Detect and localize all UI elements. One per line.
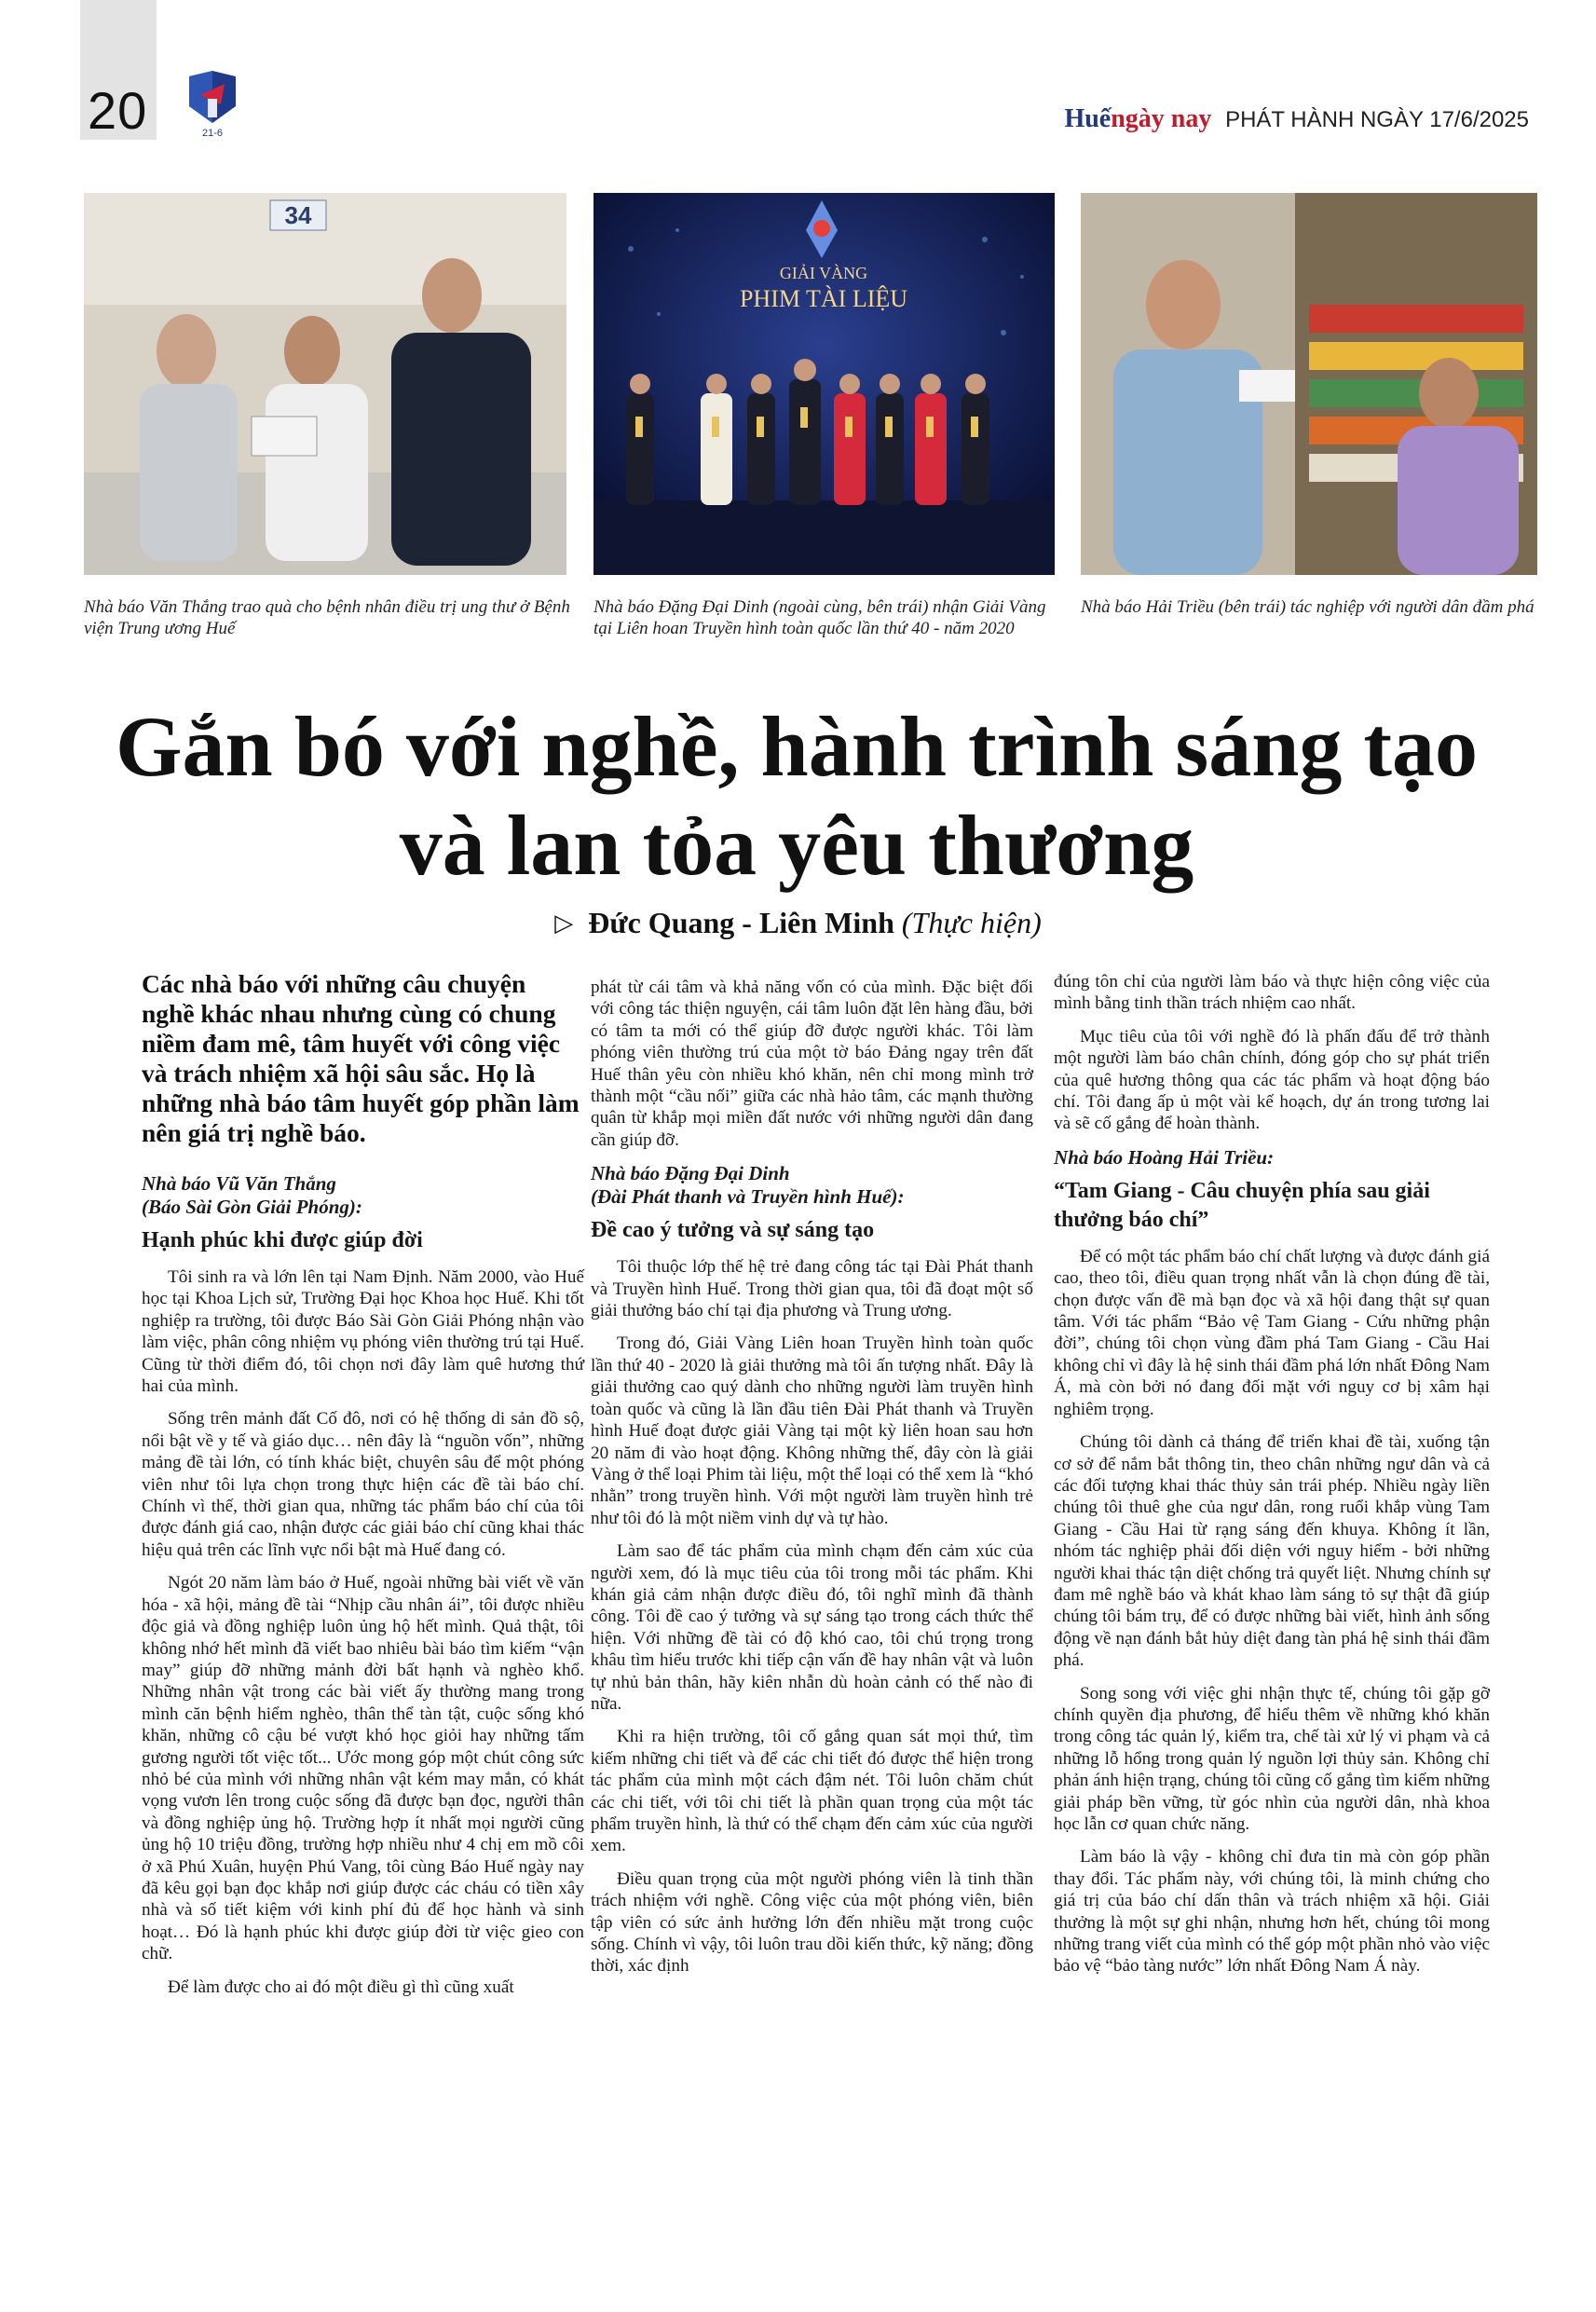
room-sign: 34 — [284, 201, 312, 229]
stage-text-1: GIẢI VÀNG — [779, 264, 868, 282]
paragraph: Làm báo là vậy - không chỉ đưa tin mà còn góp phần thay đổi. Tác phẩm này, với chúng tôi, là minh chứng cho giá trị của báo chí dấn thân và trách nhiệm xã hội. Giải thưởng là một sự ghi nhận, nhưng hơn hết, chúng tôi mong những trang viết của mình có thể góp một phần nhỏ vào việc bảo vệ “bảo tàng nước” lớn nhất Đông Nam Á này. — [1054, 1847, 1490, 1977]
article-title: Gắn bó với nghề, hành trình sáng tạo và lan tỏa yêu thương — [115, 699, 1479, 893]
paragraph: Sống trên mảnh đất Cố đô, nơi có hệ thống di sản đồ sộ, nổi bật về y tế và giáo dục… nên đây là “nguồn vốn”, những mảng đề tài lớn, có tính khác biệt, chuyên sâu để một phóng viên như tôi lựa chọn trong thực hiện các đề tài báo chí. Chính vì thế, thời gian qua, những tác phẩm báo chí của tôi được đánh giá cao, nhận được các giải báo chí cũng khai thác hiệu quả trên các lĩnh vực nổi bật mà Huế đang có. — [142, 1409, 584, 1560]
paragraph: Để có một tác phẩm báo chí chất lượng và được đánh giá cao, theo tôi, điều quan trọng nhất vẫn là chọn đúng đề tài, chọn được vấn đề mà bạn đọc và xã hội đang thật sự quan tâm. Với tác phẩm “Bảo vệ Tam Giang - Cứu những phận đời”, chúng tôi chọn vùng đầm phá Tam Giang - Cầu Hai không chỉ vì đây là hệ sinh thái đầm phá lớn nhất Đông Nam Á, mà còn bởi nó đang đối mặt với nguy cơ bị xâm hại nghiêm trọng. — [1054, 1246, 1490, 1419]
section-3-subhead: “Tam Giang - Câu chuyện phía sau giải thưởng báo chí” — [1054, 1178, 1430, 1232]
paragraph: Làm sao để tác phẩm của mình chạm đến cảm xúc của người xem, đó là mục tiêu của tôi trong mỗi tác phẩm. Khi khán giả cảm nhận được điều đó, tôi nghĩ mình đã thành công. Tôi đề cao ý tưởng và sự sáng tạo trong cách thức thể hiện. Với những đề tài có độ khó cao, tôi chú trọng trong khâu tìm hiểu trước khi tiếp cận vấn đề hay nhân vật và luôn tự nhủ bản thân, hãy kiên nhẫn dù hoàn cảnh có thế nào đi nữa. — [591, 1541, 1033, 1714]
page-number: 20 — [88, 81, 148, 140]
paragraph: Trong đó, Giải Vàng Liên hoan Truyền hình toàn quốc lần thứ 40 - 2020 là giải thưởng mà tôi ấn tượng nhất. Đây là giải thưởng cao quý dành cho những người làm truyền hình toàn quốc và cũng là lần đầu tiên Đài Phát thanh và Truyền hình Huế đoạt được giải Vàng tại một kỳ liên hoan sau hơn 20 năm đi vào hoạt động. Không những thế, đây còn là giải Vàng ở thể loại Phim tài liệu, một thể loại có thể xem là “khó nhằn” trong truyền hình. Với một người làm truyền hình trẻ như tôi đó là một niềm vinh dự và tự hào. — [591, 1334, 1033, 1528]
paragraph: Khi ra hiện trường, tôi cố gắng quan sát mọi thứ, tìm kiếm những chi tiết và để các chi tiết đó được thể hiện trong tác phẩm của mình một cách đậm nét. Tôi luôn chăm chút các chi tiết, với tôi chi tiết là phần quan trọng của một tác phẩm truyền hình, là thứ có thể chạm đến cảm xúc của người xem. — [591, 1727, 1033, 1856]
masthead — [1064, 104, 1529, 134]
section-1-author: Nhà báo Vũ Văn Thắng (Báo Sài Gòn Giải Phóng): — [142, 1172, 362, 1218]
article-lead: Các nhà báo với những câu chuyện nghề khác nhau nhưng cùng có chung niềm đam mê, tâm huyết với công việc và trách nhiệm xã hội sâu sắc. Họ là những nhà báo tâm huyết góp phần làm nên giá trị nghề báo. — [142, 969, 580, 1147]
byline: ▷ Đức Quang - Liên Minh (Thực hiện) — [554, 906, 1042, 939]
photo-caption-2: Nhà báo Đặng Đại Dinh (ngoài cùng, bên trái) nhận Giải Vàng tại Liên hoan Truyền hình toàn quốc lần thứ 40 - năm 2020 — [593, 597, 1046, 638]
paragraph: Điều quan trọng của một người phóng viên là tinh thần trách nhiệm với nghề. Công việc của một phóng viên, biên tập viên có sức ảnh hưởng lớn đến nhiều mặt trong cuộc sống. Chính vì vậy, tôi luôn trau dồi kiến thức, kỹ năng; đồng thời, xác định — [591, 1868, 1033, 1977]
section-2-author: Nhà báo Đặng Đại Dinh (Đài Phát thanh và Truyền hình Huế): — [591, 1162, 905, 1209]
paragraph: Mục tiêu của tôi với nghề đó là phấn đấu để trở thành một người làm báo chân chính, đóng góp cho sự phát triển của quê hương thông qua các tác phẩm và hoạt động báo chí. Tôi đang ấp ủ một vài kế hoạch, dự án trong tương lai và sẽ cố gắng để hoàn thành. — [1054, 1026, 1490, 1134]
press-day-logo — [180, 67, 245, 140]
stage-text-2: PHIM TÀI LIỆU — [739, 285, 908, 312]
paragraph: Ngót 20 năm làm báo ở Huế, ngoài những bài viết về văn hóa - xã hội, mảng đề tài “Nhịp cầu nhân ái”, tôi được nhiều độc giả và đồng nghiệp luôn ủng hộ hết mình. Quả thật, tôi không nhớ hết mình đã viết bao nhiêu bài báo tìm kiếm “vận may” giúp đỡ những mảnh đời bất hạnh và nghèo khổ. Những nhân vật trong các bài viết ấy thường mang trong mình căn bệnh hiểm nghèo, thân thể tàn tật, cuộc sống khó khăn, những cô cậu bé vượt khó học giỏi hay những tấm gương người tốt việc tốt... Ước mong góp một chút công sức nhỏ bé của mình với những nhân vật kém may mắn, có khát vọng vươn lên trong cuộc sống đã được bạn đọc, người thân và đồng nghiệp ủng hộ. Trường hợp ít nhất mọi người cũng ủng hộ 10 triệu đồng, trường hợp nhiều như 4 chị em mồ côi ở xã Phú Xuân, huyện Phú Vang, tôi cùng Báo Huế ngày nay đã kêu gọi bạn đọc khắp nơi giúp được các cháu có tiền xây nhà và số tiết kiệm với kinh phí đủ để học hành và sinh hoạt… Đó là hạnh phúc khi được giúp đời từ việc gieo con chữ. — [142, 1573, 584, 1964]
article-column-1 — [142, 969, 584, 2009]
photo-field-interview — [1081, 193, 1537, 575]
photo-award-ceremony — [593, 193, 1055, 575]
photo-caption-3: Nhà báo Hải Triều (bên trái) tác nghiệp với người dân đầm phá — [1081, 597, 1535, 617]
section-1-subhead: Hạnh phúc khi được giúp đời — [142, 1228, 423, 1252]
paragraph: đúng tôn chỉ của người làm báo và thực hiện công việc của mình bằng tinh thần trách nhiệm cao nhất. — [1054, 972, 1490, 1014]
section-3-author: Nhà báo Hoàng Hải Triều: — [1054, 1145, 1275, 1169]
play-arrow-icon: ▷ — [554, 910, 574, 937]
brand-logo: Huếngày nay — [1064, 104, 1212, 133]
paragraph: Song song với việc ghi nhận thực tế, chúng tôi gặp gỡ chính quyền địa phương, để hiểu thêm về những khó khăn trong công tác quản lý, kiểm tra, chế tài xử lý vi phạm và cả những lỗ hổng trong quản lý nguồn lợi thủy sản. Không chỉ phản ánh hiện trạng, chúng tôi cũng cố gắng tìm kiếm những giải pháp bền vững, từ góc nhìn của người dân, nhà khoa học lẫn cơ quan chức năng. — [1054, 1683, 1490, 1834]
logo-label: 21-6 — [201, 128, 224, 139]
paragraph: Tôi thuộc lớp thế hệ trẻ đang công tác tại Đài Phát thanh và Truyền hình Huế. Trong thời gian qua, tôi đã đoạt một số giải thưởng báo chí tại địa phương và Trung ương. — [591, 1257, 1033, 1321]
paragraph: Để làm được cho ai đó một điều gì thì cũng xuất — [168, 1977, 514, 1997]
photo-caption-1: Nhà báo Văn Thắng trao quà cho bệnh nhân điều trị ung thư ở Bệnh viện Trung ương Huế — [84, 597, 570, 638]
paragraph: Chúng tôi dành cả tháng để triển khai đề tài, xuống tận cơ sở để nắm bắt thông tin, theo chân những ngư dân và cả các đối tượng khai thác thủy sản trái phép. Nhiều ngày liền chúng tôi thuê ghe của ngư dân, rong ruổi khắp vùng Tam Giang - Cầu Hai từ rạng sáng đến khuya. Không ít lần, nhóm tác nghiệp phải đối diện với nguy hiểm - bởi những người khai thác tận diệt chống trả quyết liệt. Nhưng chính sự đam mê nghề báo và khát khao làm sáng tỏ sự thật đã giúp chúng tôi bám trụ, để có được những bài viết, hình ảnh sống động về nạn đánh bắt hủy diệt đang tàn phá hệ sinh thái đầm phá. — [1054, 1432, 1490, 1671]
issue-date: PHÁT HÀNH NGÀY 17/6/2025 — [1225, 107, 1529, 132]
section-2-subhead: Đề cao ý tưởng và sự sáng tạo — [591, 1218, 875, 1243]
paragraph: Tôi sinh ra và lớn lên tại Nam Định. Năm 2000, vào Huế học tại Khoa Lịch sử, Trường Đại học Khoa học Huế. Khi tốt nghiệp ra trường, tôi được Báo Sài Gòn Giải Phóng nhận vào làm việc, phân công nhiệm vụ phóng viên thường trú tại Huế. Cũng từ thời điểm đó, tôi chọn nơi đây làm quê hương thứ hai của mình. — [142, 1267, 584, 1397]
photo-gift-to-patient — [84, 193, 566, 575]
article-column-3 — [1054, 971, 1490, 1989]
paragraph: phát từ cái tâm và khả năng vốn có của mình. Đặc biệt đối với công tác thiện nguyện, cái tâm luôn đặt lên hàng đầu, bởi có tâm ta mới có thể giúp đỡ được người khác. Tôi làm phóng viên thường trú của một tờ báo Đảng ngay trên đất Huế thân yêu còn nhiều khó khăn, nên chỉ mong mình trở thành một “cầu nối” giữa các nhà hảo tâm, các mạnh thường quân từ khắp mọi miền đất nước với những người dân đang cần giúp đỡ. — [591, 978, 1033, 1150]
article-column-2 — [591, 977, 1033, 1989]
